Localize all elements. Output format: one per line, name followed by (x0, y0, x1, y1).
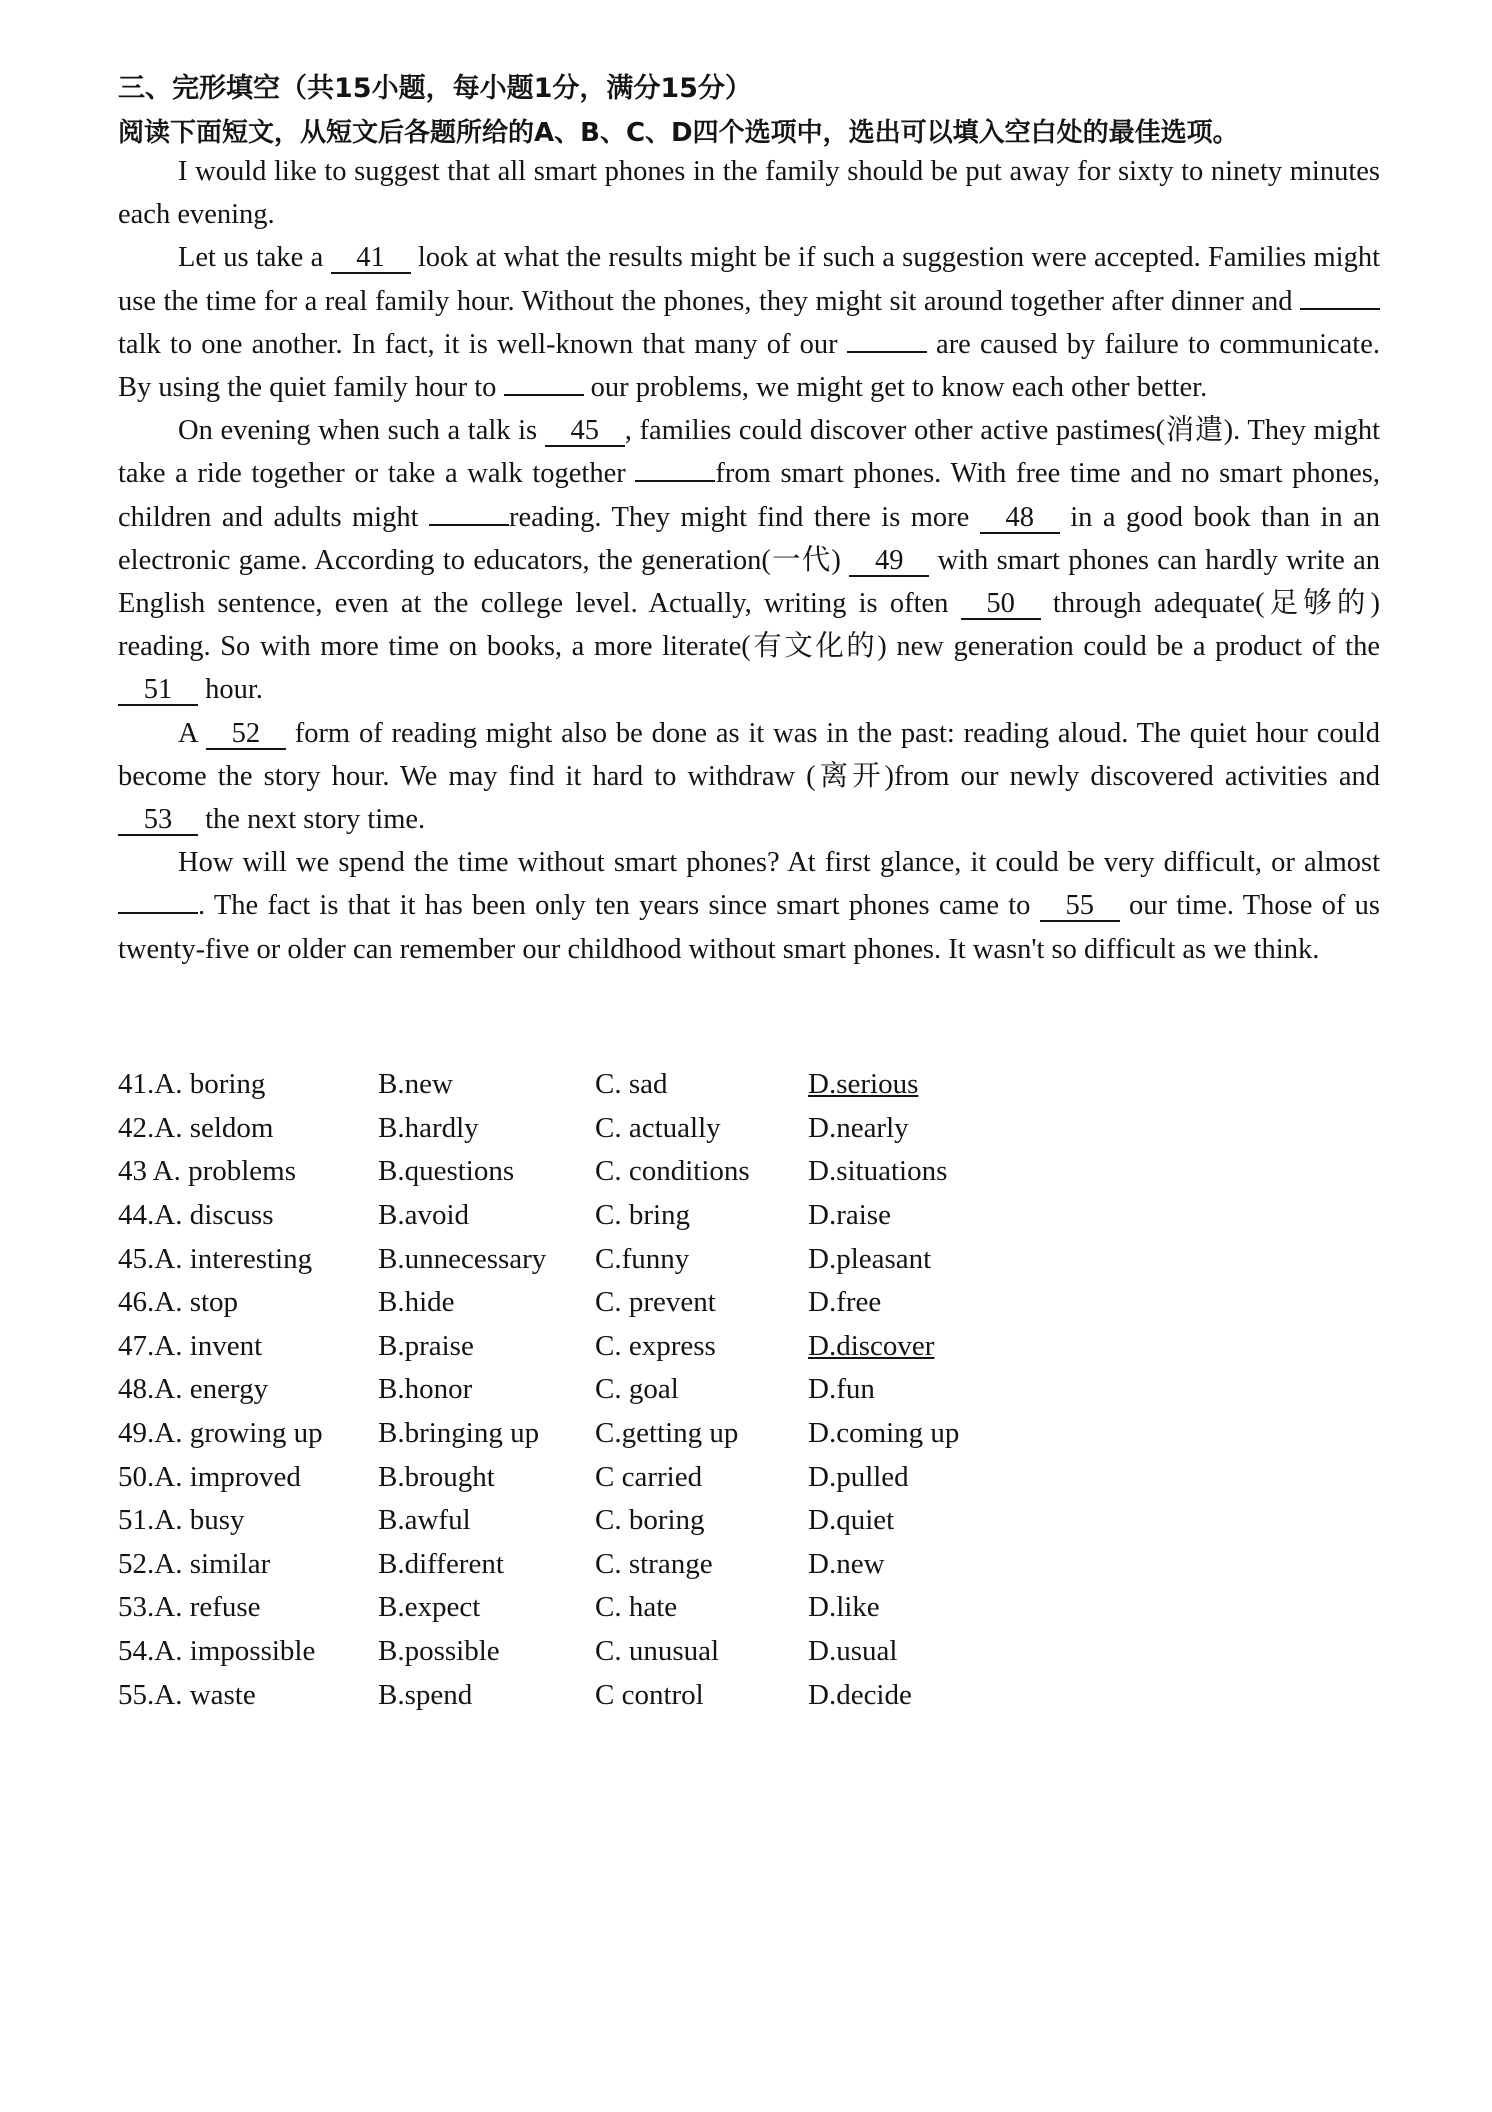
option-c: C. unusual (595, 1635, 720, 1668)
paragraph-2-text-b: look at what the results might be if such a suggestion were accepted. Families might use the time for a real family hour. Without the phones, they might sit around together after dinner and (118, 242, 1381, 317)
blank-52: 52 (206, 720, 286, 750)
blank-51: 51 (118, 676, 198, 706)
option-b: B.questions (378, 1155, 515, 1188)
paragraph-3-text-g: through adequate(足够的) reading. So with more time on books, a more literate(有文化的) new generation could be a product of the (118, 588, 1380, 663)
option-a: 45.A. interesting (118, 1242, 313, 1275)
paragraph-2-text-c: talk to one another. In fact, it is well-known that many of our (118, 328, 838, 360)
option-a: 42.A. seldom (118, 1111, 274, 1144)
option-c: C. actually (595, 1111, 721, 1144)
options-row (118, 1194, 1028, 1238)
paragraph-3 (118, 409, 1380, 711)
paragraph-4-text-b: form of reading might also be done as it was in the past: reading aloud. The quiet hour could become the story hour. We may find it hard to withdraw (离开)from our newly discovered activities and (118, 717, 1381, 792)
options-row (118, 1412, 1028, 1456)
option-c: C. bring (595, 1199, 691, 1232)
option-d: D.discover (808, 1329, 935, 1362)
paragraph-3-text-c: from smart phones. With free time and no smart phones, children and adults might (118, 458, 1381, 533)
paragraph-4-text-a: A (178, 717, 198, 749)
paragraph-4-text-c: the next story time. (205, 804, 426, 836)
options-row (118, 1586, 1028, 1630)
options-row (118, 1368, 1028, 1412)
blank-41: 41 (331, 244, 411, 274)
paragraph-1 (118, 150, 1380, 236)
option-c: C. sad (595, 1068, 668, 1101)
paragraph-3-text-a: On evening when such a talk is (178, 415, 538, 447)
option-b: B.honor (378, 1373, 473, 1406)
blank-55: 55 (1040, 892, 1120, 922)
paragraph-1-text: I would like to suggest that all smart phones in the family should be put away for sixty to ninety minutes each evening. (118, 156, 1380, 231)
option-b: B.brought (378, 1460, 495, 1493)
option-b: B.praise (378, 1329, 474, 1362)
paragraph-3-text-e: in a good book than in an electronic game. According to educators, the generation(一代) (118, 501, 1381, 576)
option-a: 52.A. similar (118, 1547, 271, 1580)
paragraph-2-text-d: are caused by failure to communicate. By using the quiet family hour to (118, 328, 1380, 404)
option-d: D.nearly (808, 1111, 909, 1144)
option-a: 47.A. invent (118, 1329, 263, 1362)
paragraph-4 (118, 712, 1380, 842)
option-c: C. hate (595, 1591, 678, 1624)
option-a: 46.A. stop (118, 1286, 239, 1319)
option-a: 44.A. discuss (118, 1199, 274, 1232)
option-c: C. strange (595, 1547, 713, 1580)
option-c: C. express (595, 1329, 716, 1362)
option-d: D.new (808, 1547, 885, 1580)
option-a: 53.A. refuse (118, 1591, 261, 1624)
paragraph-5-text-b: . The fact is that it has been only ten years since smart phones came to (198, 890, 1031, 922)
option-a: 51.A. busy (118, 1504, 245, 1537)
paragraph-3-text-h: hour. (205, 674, 263, 706)
option-a: 54.A. impossible (118, 1635, 316, 1668)
paragraph-2-text-e: our problems, we might get to know each other better. (590, 372, 1208, 404)
blank-49: 49 (849, 547, 929, 577)
blank-54 (118, 912, 198, 914)
option-d: D.free (808, 1286, 882, 1319)
blank-44 (504, 394, 584, 396)
option-d: D.pleasant (808, 1242, 932, 1275)
options-row (118, 1455, 1028, 1499)
option-b: B.bringing up (378, 1417, 540, 1450)
options-row (118, 1107, 1028, 1151)
options-row (118, 1237, 1028, 1281)
paragraph-3-text-b: , families could discover other active pastimes(消遣). They might take a ride together or take a walk together (118, 415, 1380, 490)
paragraph-2-text-a: Let us take a (178, 242, 324, 274)
blank-53: 53 (118, 806, 198, 836)
option-d: D.situations (808, 1155, 948, 1188)
blank-50: 50 (961, 590, 1041, 620)
options-row (118, 1150, 1028, 1194)
option-d: D.serious (808, 1068, 919, 1101)
option-a: 41.A. boring (118, 1068, 266, 1101)
option-d: D.fun (808, 1373, 875, 1406)
option-b: B.avoid (378, 1199, 470, 1232)
options-list (118, 1063, 1028, 1717)
option-a: 55.A. waste (118, 1678, 256, 1711)
option-d: D.decide (808, 1678, 912, 1711)
blank-43 (847, 351, 927, 353)
options-row (118, 1630, 1028, 1674)
option-b: B.expect (378, 1591, 481, 1624)
paragraph-2 (118, 236, 1380, 409)
option-c: C carried (595, 1460, 703, 1493)
paragraph-5 (118, 841, 1380, 971)
option-d: D.coming up (808, 1417, 960, 1450)
option-d: D.like (808, 1591, 880, 1624)
option-c: C. boring (595, 1504, 705, 1537)
paragraph-5-text-c: our time. Those of us twenty-five or older can remember our childhood without smart phones. It wasn't so difficult as we think. (118, 890, 1380, 965)
section-heading: 三、完形填空（共15小题，每小题1分，满分15分） (118, 73, 752, 104)
option-a: 50.A. improved (118, 1460, 301, 1493)
options-row (118, 1281, 1028, 1325)
option-b: B.new (378, 1068, 453, 1101)
option-a: 48.A. energy (118, 1373, 269, 1406)
option-a: 49.A. growing up (118, 1417, 323, 1450)
option-c: C control (595, 1678, 704, 1711)
options-row (118, 1499, 1028, 1543)
option-c: C. conditions (595, 1155, 750, 1188)
option-b: B.awful (378, 1504, 471, 1537)
paragraph-3-text-d: reading. They might find there is more (508, 501, 970, 533)
blank-46 (635, 480, 715, 482)
blank-47 (429, 524, 509, 526)
option-d: D.pulled (808, 1460, 909, 1493)
option-c: C.funny (595, 1242, 690, 1275)
cloze-passage (118, 150, 1380, 971)
option-c: C.getting up (595, 1417, 739, 1450)
options-row (118, 1063, 1028, 1107)
option-b: B.different (378, 1547, 504, 1580)
options-row (118, 1543, 1028, 1587)
options-row (118, 1673, 1028, 1717)
paragraph-3-text-f: with smart phones can hardly write an English sentence, even at the college level. Actually, writing is often (118, 544, 1381, 620)
blank-48: 48 (980, 504, 1060, 534)
option-d: D.quiet (808, 1504, 895, 1537)
option-b: B.unnecessary (378, 1242, 547, 1275)
options-row (118, 1325, 1028, 1369)
option-b: B.possible (378, 1635, 500, 1668)
blank-45: 45 (545, 417, 625, 447)
option-b: B.hardly (378, 1111, 479, 1144)
option-c: C. goal (595, 1373, 679, 1406)
option-b: B.spend (378, 1678, 473, 1711)
paragraph-5-text-a: How will we spend the time without smart phones? At first glance, it could be very difficult, or almost (178, 847, 1380, 879)
option-d: D.raise (808, 1199, 891, 1232)
option-b: B.hide (378, 1286, 455, 1319)
option-a: 43 A. problems (118, 1155, 297, 1188)
option-c: C. prevent (595, 1286, 716, 1319)
section-instruction: 阅读下面短文，从短文后各题所给的A、B、C、D四个选项中，选出可以填入空白处的最佳选项。 (118, 118, 1239, 148)
option-d: D.usual (808, 1635, 898, 1668)
blank-42 (1300, 308, 1380, 310)
